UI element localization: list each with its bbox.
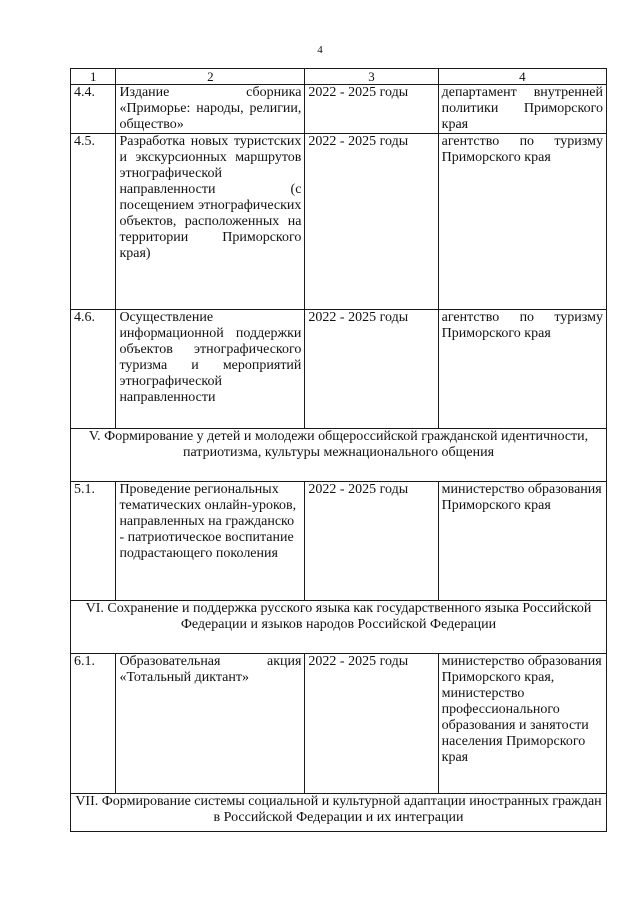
header-col-2: 2: [116, 69, 305, 85]
item-name: Издание сборника «Приморье: народы, религии, общество»: [116, 85, 305, 134]
item-number: 5.1.: [71, 482, 116, 601]
item-executor: министерство образования Приморского края: [438, 482, 606, 601]
header-col-4: 4: [438, 69, 606, 85]
table-row: [71, 134, 607, 310]
section-row: [71, 601, 607, 654]
item-executor: департамент внутренней политики Приморского края: [438, 85, 606, 134]
item-number: 4.4.: [71, 85, 116, 134]
item-name: Осуществление информационной поддержки объектов этнографического туризма и мероприятий этнографической направленности: [116, 310, 305, 429]
section-row: [71, 429, 607, 482]
section-heading: VII. Формирование системы социальной и культурной адаптации иностранных граждан в Российской Федерации и их интеграции: [71, 794, 607, 832]
item-years: 2022 - 2025 годы: [305, 654, 438, 794]
table-row: [71, 654, 607, 794]
item-years: 2022 - 2025 годы: [305, 310, 438, 429]
action-plan-table: [70, 68, 607, 832]
section-heading: VI. Сохранение и поддержка русского языка как государственного языка Российской Федерации и языков народов Российской Федерации: [71, 601, 607, 654]
item-number: 6.1.: [71, 654, 116, 794]
item-years: 2022 - 2025 годы: [305, 134, 438, 310]
item-years: 2022 - 2025 годы: [305, 482, 438, 601]
table-row: [71, 85, 607, 134]
item-executor: агентство по туризму Приморского края: [438, 310, 606, 429]
item-executor: агентство по туризму Приморского края: [438, 134, 606, 310]
item-executor: министерство образования Приморского края, министерство профессионального образования и занятости населения Приморского края: [438, 654, 606, 794]
item-name: Образовательная акция «Тотальный диктант»: [116, 654, 305, 794]
item-number: 4.5.: [71, 134, 116, 310]
page-number: 4: [317, 44, 323, 56]
table-row: [71, 482, 607, 601]
section-row: [71, 794, 607, 832]
item-name: Проведение региональных тематических онлайн-уроков, направленных на гражданско - патриотическое воспитание подрастающего поколения: [116, 482, 305, 601]
header-col-1: 1: [71, 69, 116, 85]
item-name: Разработка новых туристских и экскурсионных маршрутов этнографической направленности (с посещением этнографических объектов, расположенных на территории Приморского края): [116, 134, 305, 310]
item-number: 4.6.: [71, 310, 116, 429]
header-col-3: 3: [305, 69, 438, 85]
table-row: [71, 310, 607, 429]
header-row: [71, 69, 607, 85]
item-years: 2022 - 2025 годы: [305, 85, 438, 134]
section-heading: V. Формирование у детей и молодежи общероссийской гражданской идентичности, патриотизма, культуры межнационального общения: [71, 429, 607, 482]
